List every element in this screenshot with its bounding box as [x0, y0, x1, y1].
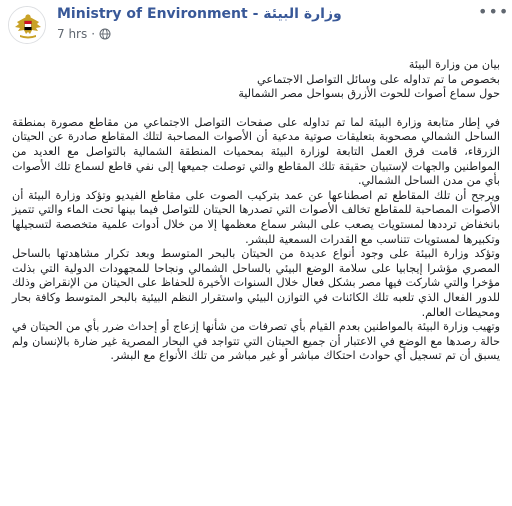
meta-separator: ·: [91, 27, 96, 41]
body-paragraph: في إطار متابعة وزارة البيئة لما تم تداوله على صفحات التواصل الاجتماعي من مقاطع مصورة بمنطقة الساحل الشمالي مصحوبة بتعليقات صوتية مدعية أن الأصوات المصاحبة لتلك المقاطع صادرة عن الحيتان الزرقاء، قامت فرق العمل التابعة لوزارة البيئة بمحميات المنطقة الشمالية بالتواصل مع العديد من المواطنين والجهات لإستبيان حقيقة تلك المقاطع والتي توصلت جميعها إلى نفي قاطع لسماع تلك الأصوات بأي من مدن الساحل الشمالي.: [12, 115, 500, 188]
egypt-eagle-emblem-icon: [9, 7, 46, 44]
paragraph-gap: [12, 102, 500, 116]
heading-line: بيان من وزارة البيئة: [408, 58, 500, 71]
post-header: [0, 0, 512, 50]
globe-icon: [99, 28, 111, 40]
body-paragraph: وتؤكد وزارة البيئة على وجود أنواع عديدة من الحيتان بالبحر المتوسط وبعد تكرار مشاهدتها بالساحل المصري مؤشرا إيجابيا على سلامة الوضع البيئي بالساحل الشمالي ونجاحا للمجهودات الدولية التي بذلت مؤخرا والتي شاركت فيها مصر بشكل فعال خلال السنوات الأخيرة للحفاظ على الحيتان من الإنقراض وذلك للدور الفعال الذي تلعبه تلك الكائنات في التوازن البيئي واستقرار النظم البيئية بالبحر المتوسط وكافة بحار ومحيطات العالم.: [12, 247, 500, 319]
body-paragraph: ويرجح أن تلك المقاطع تم اصطناعها عن عمد بتركيب الصوت على مقاطع الفيديو وتؤكد وزارة البيئة أن الأصوات المصاحبة للمقاطع تخالف الأصوات التي تصدرها الحيتان للتواصل فيما بينها تحت الماء والتي تتميز بانخفاض ترددها لمستويات يصعب على البشر سماع معظمها إلا من خلال أدوات علمية متخصصة لتسجيلها وتكبيرها لمستويات تتناسب مع القدرات السمعية للبشر.: [12, 188, 500, 246]
more-options-button[interactable]: •••: [478, 2, 510, 21]
post-body: [12, 58, 500, 364]
body-paragraph: وتهيب وزارة البيئة بالمواطنين بعدم القيام بأي تصرفات من شأنها إزعاج أو إحداث ضرر بأي من الحيتان في حالة رصدها مع الوضع في الاعتبار أن جميع الحيتان التي تتواجد في البحار المصرية غير ضارة بالإنسان ولم يسبق أن تم تسجيل أي حوادث احتكاك مباشر أو غير مباشر من تلك الأنواع مع البشر.: [12, 320, 500, 363]
post-time[interactable]: 7 hrs: [57, 27, 88, 41]
heading-line: بخصوص ما تم تداوله على وسائل التواصل الاجتماعي: [257, 72, 500, 86]
page-name-link[interactable]: Ministry of Environment - وزارة البيئة: [57, 6, 342, 22]
heading-line: حول سماع أصوات للحوت الأزرق بسواحل مصر الشمالية: [238, 87, 500, 101]
page-avatar[interactable]: [8, 6, 46, 44]
post-meta: [57, 27, 111, 41]
